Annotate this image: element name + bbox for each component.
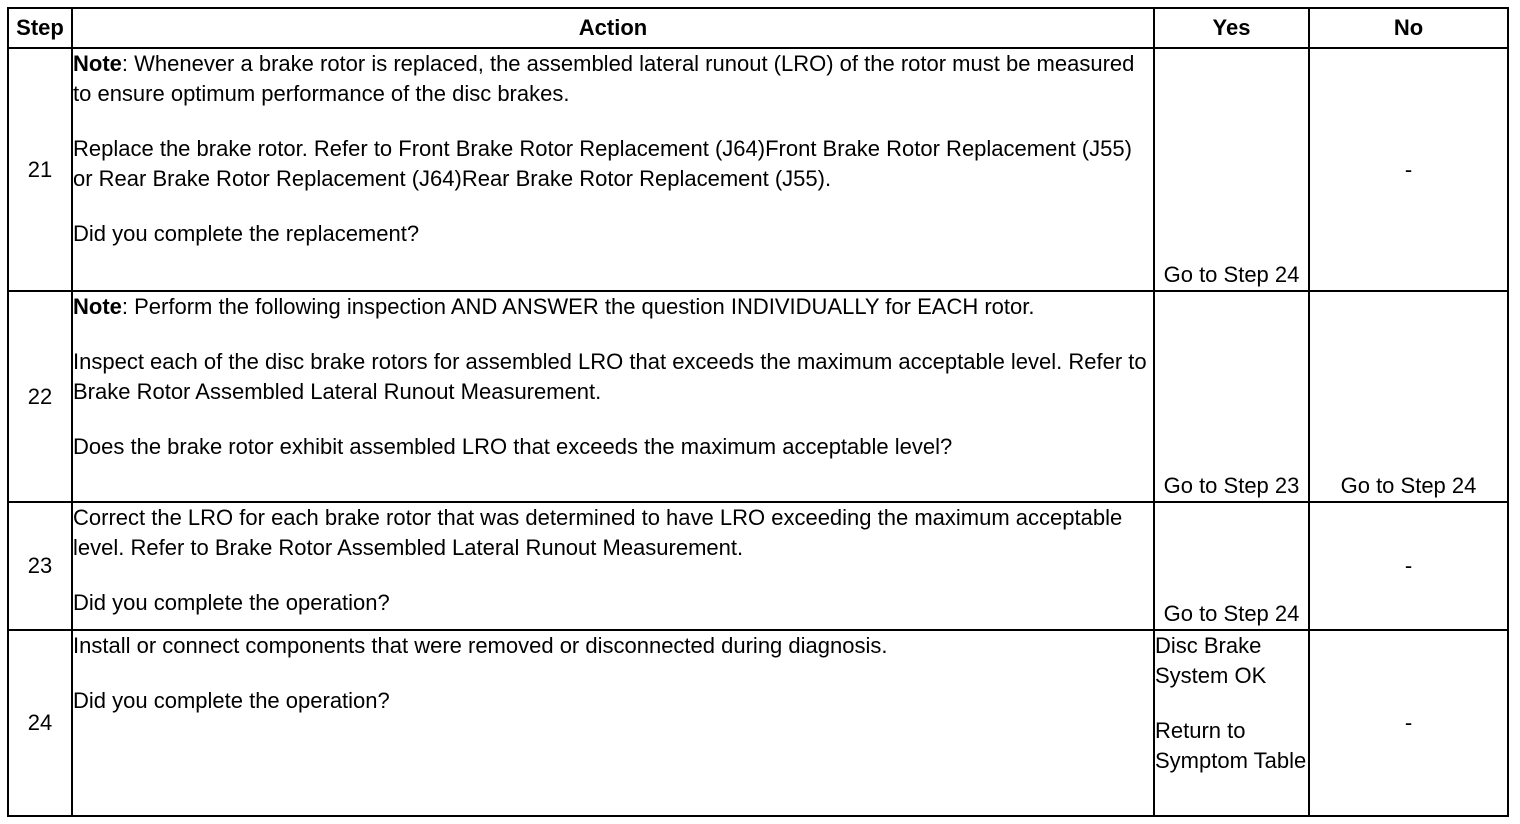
instruction-text: Inspect each of the disc brake rotors for assembled LRO that exceeds the maximum acceptable level. Refer to Brake Rotor Assembled Lateral Runout Measurement.: [73, 349, 1147, 404]
table-row: [8, 630, 1508, 816]
header-yes: Yes: [1154, 8, 1309, 48]
no-result: -: [1309, 48, 1508, 291]
yes-result-line: Return to Symptom Table: [1155, 718, 1307, 773]
action-cell: [72, 291, 1154, 502]
diagnostic-table: [7, 7, 1509, 817]
header-step: Step: [8, 8, 72, 48]
instruction-text: Correct the LRO for each brake rotor that was determined to have LRO exceeding the maximum acceptable level. Refer to Brake Rotor Assembled Lateral Runout Measurement.: [73, 505, 1123, 560]
yes-result: Go to Step 23: [1154, 291, 1309, 502]
header-action: Action: [72, 8, 1154, 48]
question-text: Did you complete the replacement?: [73, 221, 420, 246]
question-text: Did you complete the operation?: [73, 590, 390, 615]
yes-result-line: Disc Brake System OK: [1155, 633, 1267, 688]
step-number: 23: [8, 502, 72, 630]
instruction-text: Install or connect components that were removed or disconnected during diagnosis.: [73, 633, 888, 658]
step-number: 24: [8, 630, 72, 816]
note-text: : Whenever a brake rotor is replaced, the assembled lateral runout (LRO) of the rotor must be measured to ensure optimum performance of the disc brakes.: [73, 51, 1135, 106]
note-text: : Perform the following inspection AND ANSWER the question INDIVIDUALLY for EACH rotor.: [121, 294, 1035, 319]
header-row: [8, 8, 1508, 48]
note-paragraph: [73, 292, 1153, 322]
no-result: -: [1309, 630, 1508, 816]
action-cell: [72, 48, 1154, 291]
no-result: -: [1309, 502, 1508, 630]
question-text: Did you complete the operation?: [73, 688, 390, 713]
table-row: [8, 291, 1508, 502]
step-number: 22: [8, 291, 72, 502]
step-number: 21: [8, 48, 72, 291]
note-label: Note: [73, 51, 122, 76]
yes-result: [1154, 630, 1309, 816]
table-row: [8, 502, 1508, 630]
action-cell: [72, 630, 1154, 816]
note-label: Note: [73, 294, 122, 319]
note-paragraph: [73, 49, 1153, 109]
action-cell: [72, 502, 1154, 630]
instruction-text: Replace the brake rotor. Refer to Front Brake Rotor Replacement (J64)Front Brake Rotor Replacement (J55) or Rear Brake Rotor Replacement (J64)Rear Brake Rotor Replacement (J55).: [73, 136, 1132, 191]
header-no: No: [1309, 8, 1508, 48]
table-row: [8, 48, 1508, 291]
no-result: Go to Step 24: [1309, 291, 1508, 502]
yes-result: Go to Step 24: [1154, 502, 1309, 630]
yes-result: Go to Step 24: [1154, 48, 1309, 291]
question-text: Does the brake rotor exhibit assembled LRO that exceeds the maximum acceptable level?: [73, 434, 953, 459]
